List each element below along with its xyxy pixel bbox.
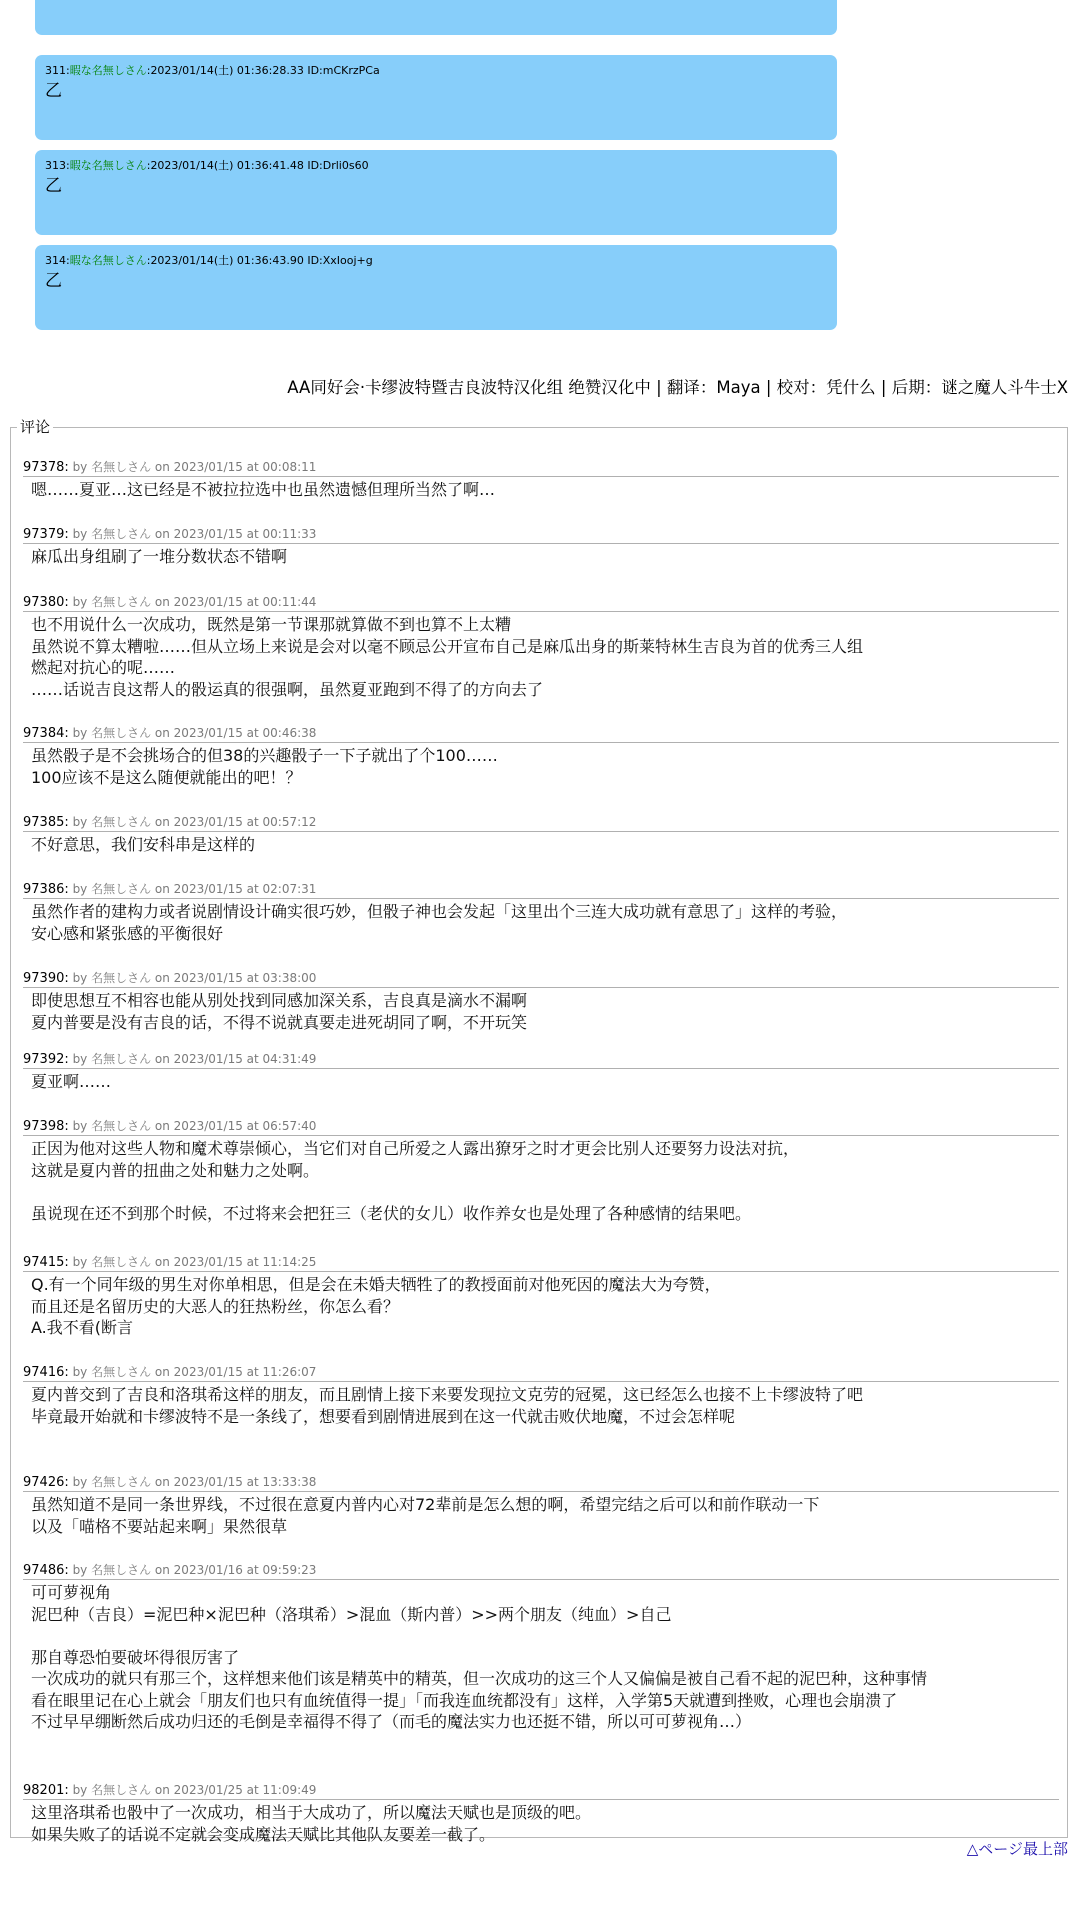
post-number: 313 <box>45 159 66 172</box>
comment-header <box>23 1118 1059 1136</box>
post-datetime: 2023/01/14(土) 01:36:43.90 <box>150 254 304 267</box>
post-datetime: 2023/01/14(土) 01:36:28.33 <box>150 64 304 77</box>
comment-header <box>23 526 1059 544</box>
comment-meta: by 名無しさん on 2023/01/15 at 11:14:25 <box>68 1255 317 1269</box>
comment-meta: by 名無しさん on 2023/01/15 at 13:33:38 <box>68 1475 317 1489</box>
comment-body: 虽然作者的建构力或者说剧情设计确实很巧妙，但骰子神也会发起「这里出个三连大成功就有意思了」这样的考验， 安心感和紧张感的平衡很好 <box>31 902 848 943</box>
comment-body: 虽然知道不是同一条世界线，不过很在意夏内普内心对72辈前是怎么想的啊，希望完结之后可以和前作联动一下 以及「喵格不要站起来啊」果然很草 <box>31 1495 820 1536</box>
comment-body: Q.有一个同年级的男生对你单相思，但是会在未婚夫牺牲了的教授面前对他死因的魔法大为夸赞， 而且还是名留历史的大恶人的狂热粉丝，你怎么看？ A.我不看(断言 <box>31 1275 721 1337</box>
comment <box>23 970 1059 1033</box>
back-to-top-link[interactable]: △ページ最上部 <box>966 1840 1068 1858</box>
comment-number: 97380: <box>23 595 69 610</box>
comment-body: 正因为他对这些人物和魔术尊崇倾心，当它们对自己所爱之人露出獠牙之时才更会比别人还要努力设法对抗， 这就是夏内普的扭曲之处和魅力之处啊。 虽说现在还不到那个时候，不过将来会把狂三（老伏的女儿）收作养女也是处理了各种感情的结果吧。 <box>31 1139 800 1223</box>
comment-number: 97486: <box>23 1563 69 1578</box>
comment-header <box>23 1051 1059 1069</box>
comment-body: 虽然骰子是不会挑场合的但38的兴趣骰子一下子就出了个100…… 100应该不是这么随便就能出的吧！？ <box>31 746 498 787</box>
comment-body: 夏亚啊…… <box>31 1072 112 1091</box>
comment-body: 即使思想互不相容也能从别处找到同感加深关系，吉良真是滴水不漏啊 夏内普要是没有吉良的话，不得不说就真要走进死胡同了啊，不开玩笑 <box>31 991 528 1032</box>
comment-meta: by 名無しさん on 2023/01/15 at 06:57:40 <box>68 1119 317 1133</box>
comment-meta: by 名無しさん on 2023/01/25 at 11:09:49 <box>68 1783 317 1797</box>
comment-body: 嗯……夏亚…这已经是不被拉拉选中也虽然遗憾但理所当然了啊… <box>31 480 496 499</box>
comment-header <box>23 594 1059 612</box>
comment <box>23 881 1059 944</box>
post-card <box>35 245 837 330</box>
comment-meta: by 名無しさん on 2023/01/15 at 04:31:49 <box>68 1052 317 1066</box>
comment-meta: by 名無しさん on 2023/01/15 at 00:08:11 <box>68 460 317 474</box>
comment <box>23 1118 1059 1224</box>
comment-meta: by 名無しさん on 2023/01/15 at 02:07:31 <box>68 882 317 896</box>
comment-number: 97392: <box>23 1052 69 1067</box>
comment-number: 97415: <box>23 1255 69 1270</box>
comment-header <box>23 1254 1059 1272</box>
comment-header <box>23 725 1059 743</box>
comments-section <box>10 418 1068 1844</box>
comment-number: 97378: <box>23 460 69 475</box>
comment-header <box>23 1782 1059 1800</box>
comment-header <box>23 881 1059 899</box>
comment-number: 97384: <box>23 726 69 741</box>
comment-number: 97385: <box>23 815 69 830</box>
post-id: ID:Drli0s60 <box>307 159 369 172</box>
post-body: 乙 <box>45 271 62 291</box>
comment-meta: by 名無しさん on 2023/01/15 at 00:57:12 <box>68 815 317 829</box>
comment-number: 97379: <box>23 527 69 542</box>
comment <box>23 1051 1059 1093</box>
comment-body: 可可萝视角 泥巴种（吉良）=泥巴种×泥巴种（洛琪希）>混血（斯内普）>>两个朋友（纯血）>自己 那自尊恐怕要破坏得很厉害了 一次成功的就只有那三个，这样想来他们该是精英中的精英，但一次成功的这三个人又偏偏是被自己看不起的泥巴种，这种事情 看在眼里记在心上就会「朋友们也只有血统值得一提」「而我连血统都没有」这样，入学第5天就遭到挫败，心理也会崩溃了 不过早早绷断然后成功归还的毛倒是幸福得不得了（而毛的魔法实力也还挺不错，所以可可萝视角…） <box>31 1583 928 1731</box>
comment-number: 97390: <box>23 971 69 986</box>
comment-meta: by 名無しさん on 2023/01/15 at 03:38:00 <box>68 971 317 985</box>
comment-number: 97386: <box>23 882 69 897</box>
post-card <box>35 55 837 140</box>
post-author[interactable]: 暇な名無しさん <box>69 159 147 172</box>
comment-number: 97426: <box>23 1475 69 1490</box>
comment-number: 97398: <box>23 1119 69 1134</box>
post-id: ID:XxIooj+g <box>307 254 373 267</box>
comment <box>23 526 1059 568</box>
comment-body: 不好意思，我们安科串是这样的 <box>31 835 256 854</box>
comment <box>23 594 1059 700</box>
post-card <box>35 150 837 235</box>
comment <box>23 1562 1059 1733</box>
comment <box>23 1254 1059 1339</box>
post-datetime: 2023/01/14(土) 01:36:41.48 <box>150 159 304 172</box>
comment-header <box>23 1364 1059 1382</box>
comment-header <box>23 814 1059 832</box>
comment <box>23 1474 1059 1537</box>
post-author[interactable]: 暇な名無しさん <box>69 254 147 267</box>
post-card-previous <box>35 0 837 35</box>
comment-meta: by 名無しさん on 2023/01/15 at 00:11:33 <box>68 527 317 541</box>
comment-meta: by 名無しさん on 2023/01/16 at 09:59:23 <box>68 1563 317 1577</box>
comment-body: 夏内普交到了吉良和洛琪希这样的朋友，而且剧情上接下来要发现拉文克劳的冠冕，这已经怎么也接不上卡缪波特了吧 毕竟最开始就和卡缪波特不是一条线了，想要看到剧情进展到在这一代就击败伏地魔，不过会怎样呢 <box>31 1385 864 1426</box>
comment-header <box>23 1474 1059 1492</box>
comment-number: 97416: <box>23 1365 69 1380</box>
comment-meta: by 名無しさん on 2023/01/15 at 11:26:07 <box>68 1365 317 1379</box>
post-number: 311 <box>45 64 66 77</box>
post-id: ID:mCKrzPCa <box>307 64 380 77</box>
comment-header <box>23 970 1059 988</box>
comment-body: 也不用说什么一次成功，既然是第一节课那就算做不到也算不上太糟 虽然说不算太糟啦……但从立场上来说是会对以毫不顾忌公开宣布自己是麻瓜出身的斯莱特林生吉良为首的优秀三人组 燃起对抗心的呢…… ……话说吉良这帮人的骰运真的很强啊，虽然夏亚跑到不得了的方向去了 <box>31 615 864 699</box>
comment <box>23 814 1059 856</box>
comment <box>23 459 1059 501</box>
post-header: 311:暇な名無しさん:2023/01/14(土) 01:36:28.33 ID:mCKrzPCa <box>45 64 380 77</box>
comment-header <box>23 1562 1059 1580</box>
comment-body: 这里洛琪希也骰中了一次成功，相当于大成功了，所以魔法天赋也是顶级的吧。 如果失败了的话说不定就会变成魔法天赋比其他队友要差一截了。 <box>31 1803 592 1844</box>
comment-number: 98201: <box>23 1783 69 1798</box>
comment <box>23 1364 1059 1427</box>
comment-body: 麻瓜出身组刷了一堆分数状态不错啊 <box>31 547 288 566</box>
post-body: 乙 <box>45 176 62 196</box>
post-number: 314 <box>45 254 66 267</box>
post-body: 乙 <box>45 81 62 101</box>
comment <box>23 725 1059 788</box>
post-header: 314:暇な名無しさん:2023/01/14(土) 01:36:43.90 ID:XxIooj+g <box>45 254 373 267</box>
translation-credit: AA同好会·卡缪波特暨吉良波特汉化组 绝赞汉化中 | 翻译：Maya | 校对：凭什么 | 后期：谜之魔人斗牛士X <box>287 378 1068 397</box>
comment-header <box>23 459 1059 477</box>
post-header: 313:暇な名無しさん:2023/01/14(土) 01:36:41.48 ID:Drli0s60 <box>45 159 369 172</box>
comment <box>23 1782 1059 1845</box>
comment-meta: by 名無しさん on 2023/01/15 at 00:46:38 <box>68 726 317 740</box>
comments-legend: 评论 <box>20 418 51 436</box>
comment-meta: by 名無しさん on 2023/01/15 at 00:11:44 <box>68 595 317 609</box>
post-author[interactable]: 暇な名無しさん <box>69 64 147 77</box>
